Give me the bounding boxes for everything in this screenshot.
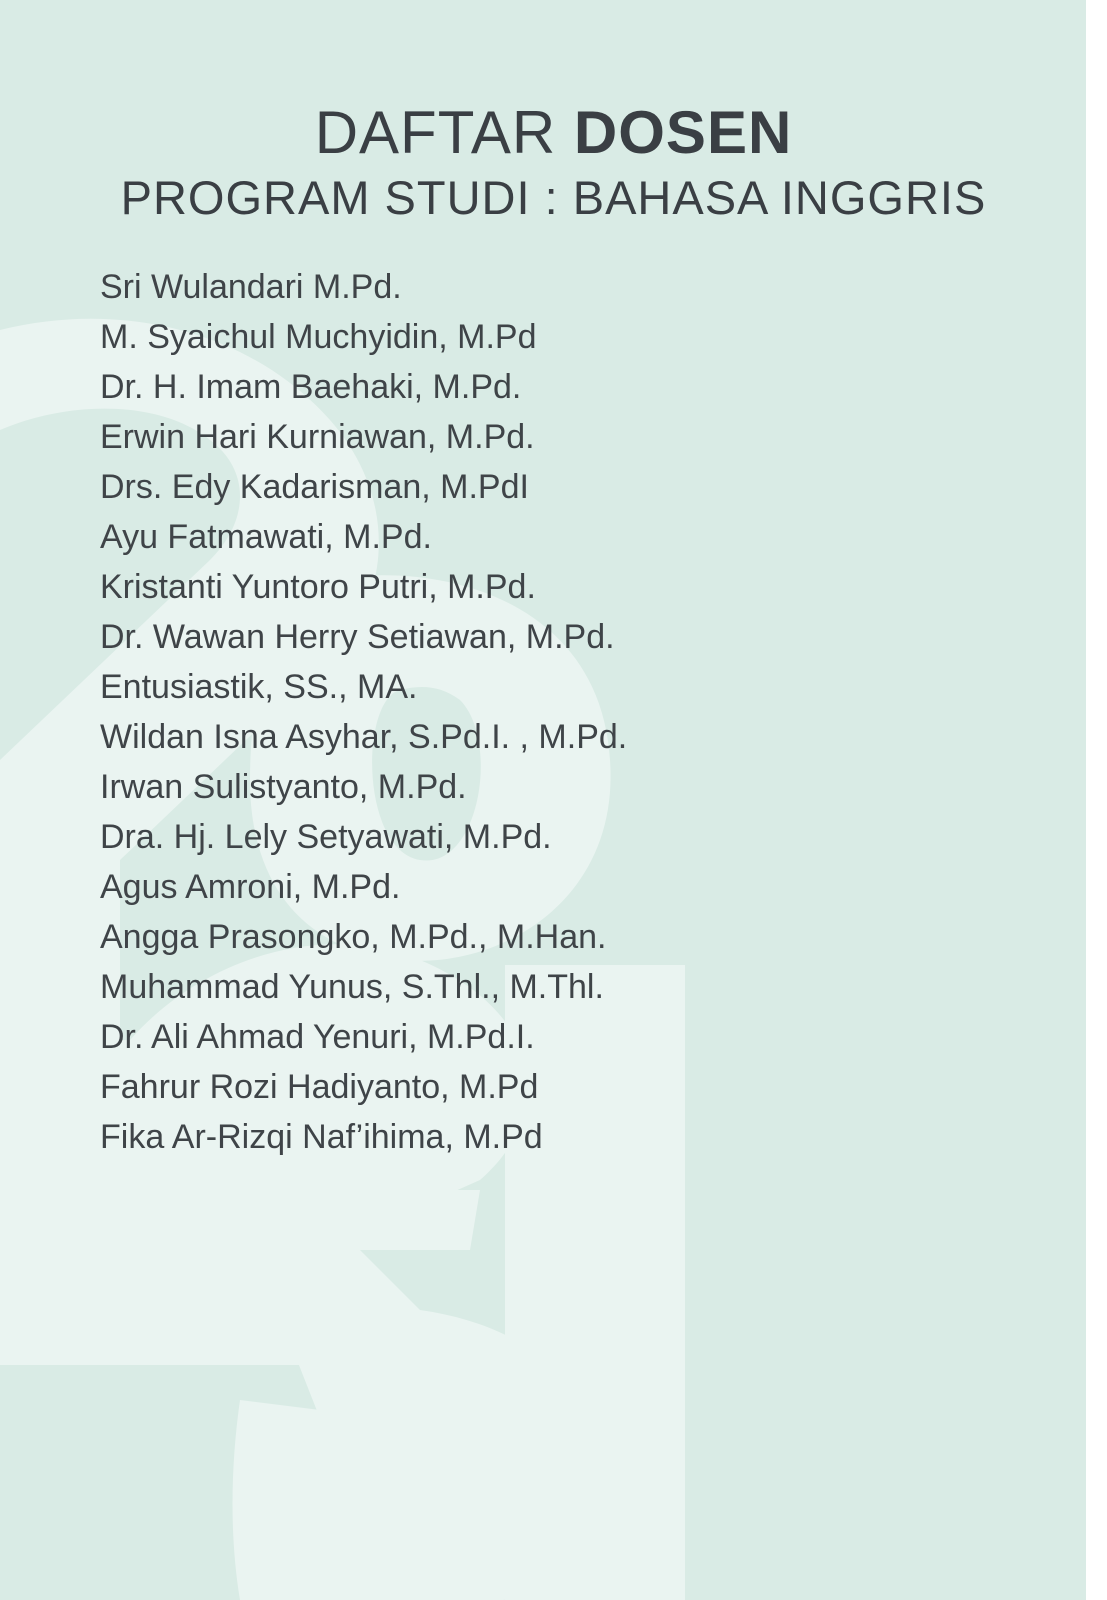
- lecturer-list: [100, 262, 627, 1162]
- lecturer-item: Kristanti Yuntoro Putri, M.Pd.: [100, 568, 536, 606]
- lecturer-item: Ayu Fatmawati, M.Pd.: [100, 518, 432, 556]
- lecturer-item: Dr. Wawan Herry Setiawan, M.Pd.: [100, 618, 615, 656]
- lecturer-item: Dra. Hj. Lely Setyawati, M.Pd.: [100, 818, 552, 856]
- lecturer-item: Angga Prasongko, M.Pd., M.Han.: [100, 918, 607, 956]
- lecturer-item: Dr. H. Imam Baehaki, M.Pd.: [100, 368, 522, 406]
- lecturer-item: Drs. Edy Kadarisman, M.PdI: [100, 468, 529, 506]
- lecturer-item: Irwan Sulistyanto, M.Pd.: [100, 768, 467, 806]
- lecturer-item: Erwin Hari Kurniawan, M.Pd.: [100, 418, 535, 456]
- lecturer-item: Agus Amroni, M.Pd.: [100, 868, 401, 906]
- lecturer-item: Sri Wulandari M.Pd.: [100, 268, 402, 306]
- title-bold: DOSEN: [573, 99, 793, 166]
- lecturer-item: Fika Ar-Rizqi Naf’ihima, M.Pd: [100, 1118, 543, 1156]
- lecturer-item: Wildan Isna Asyhar, S.Pd.I. , M.Pd.: [100, 718, 628, 756]
- lecturer-item: Muhammad Yunus, S.Thl., M.Thl.: [100, 968, 604, 1006]
- title-light: DAFTAR: [314, 99, 557, 166]
- lecturer-item: Dr. Ali Ahmad Yenuri, M.Pd.I.: [100, 1018, 535, 1056]
- lecturer-item: M. Syaichul Muchyidin, M.Pd: [100, 318, 537, 356]
- lecturer-item: Fahrur Rozi Hadiyanto, M.Pd: [100, 1068, 539, 1106]
- lecturer-item: Entusiastik, SS., MA.: [100, 668, 418, 706]
- document-header: [0, 96, 1107, 226]
- page-edge: [1086, 0, 1107, 1600]
- page-subtitle: PROGRAM STUDI : BAHASA INGGRIS: [120, 171, 987, 224]
- page-title: [0, 96, 1107, 170]
